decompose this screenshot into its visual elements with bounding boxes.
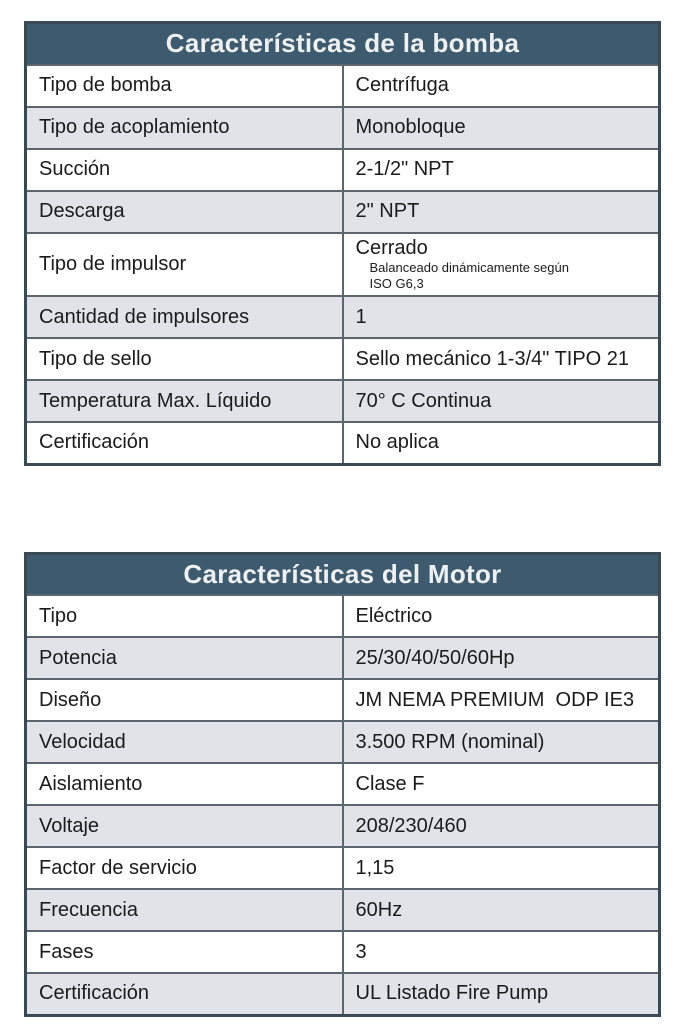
motor-table-title: Características del Motor: [26, 553, 660, 595]
row-label: Velocidad: [26, 721, 343, 763]
row-value: 1: [355, 305, 367, 328]
row-label: Descarga: [26, 191, 343, 233]
table-row: [26, 149, 660, 191]
table-row: [26, 107, 660, 149]
table-row: [26, 422, 660, 464]
table-row: [26, 805, 660, 847]
row-label: Tipo de impulsor: [26, 233, 343, 297]
row-label: Diseño: [26, 679, 343, 721]
row-value-cell: [343, 721, 660, 763]
table-row: [26, 595, 660, 637]
row-value: 2" NPT: [355, 200, 420, 222]
row-label: Potencia: [26, 637, 343, 679]
row-value-cell: [343, 847, 660, 889]
row-value: 3: [355, 940, 367, 963]
row-value-cell: [343, 380, 660, 422]
row-value-cell: [343, 931, 660, 973]
motor-characteristics-table: [24, 552, 661, 1017]
row-value-cell: [343, 296, 660, 338]
row-value: Clase F: [355, 772, 425, 795]
row-value-cell: [343, 107, 660, 149]
table-row: [26, 380, 660, 422]
row-value: UL Listado Fire Pump: [355, 982, 549, 1005]
table-row: [26, 679, 660, 721]
row-value: 70° C Continua: [355, 389, 492, 412]
table-body: [26, 595, 660, 1015]
row-label: Factor de servicio: [26, 847, 343, 889]
row-value-cell: [343, 973, 660, 1015]
row-value: JM NEMA PREMIUM ODP IE3: [355, 688, 635, 711]
row-value-cell: [343, 65, 660, 107]
row-value-cell: [343, 422, 660, 464]
row-label: Frecuencia: [26, 889, 343, 931]
row-value: Eléctrico: [355, 604, 433, 627]
row-label: Fases: [26, 931, 343, 973]
row-value: 208/230/460: [355, 814, 467, 837]
table-row: [26, 338, 660, 380]
row-value: 2-1/2" NPT: [355, 158, 454, 180]
table-row: [26, 931, 660, 973]
table-row: [26, 763, 660, 805]
table-row: [26, 191, 660, 233]
row-value: 3.500 RPM (nominal): [355, 730, 545, 753]
table-header: [26, 553, 660, 595]
pump-table-title: Características de la bomba: [26, 23, 660, 65]
row-label: Tipo de sello: [26, 338, 343, 380]
row-value: 25/30/40/50/60Hp: [355, 646, 515, 669]
table-row: [26, 65, 660, 107]
table-row: [26, 721, 660, 763]
row-value-note: Balanceado dinámicamente según ISO G6,3: [369, 259, 573, 291]
row-value: No aplica: [355, 431, 439, 454]
pump-characteristics-table: [24, 21, 661, 466]
row-value-cell: [343, 595, 660, 637]
row-value-cell: [343, 889, 660, 931]
table-row: [26, 889, 660, 931]
table-body: [26, 65, 660, 465]
table-row: [26, 847, 660, 889]
row-label: Tipo de bomba: [26, 65, 343, 107]
row-label: Certificación: [26, 973, 343, 1015]
table-row: [26, 296, 660, 338]
row-label: Aislamiento: [26, 763, 343, 805]
row-value: Sello mecánico 1-3/4" TIPO 21: [355, 347, 630, 370]
table-header-row: [26, 553, 660, 595]
row-label: Temperatura Max. Líquido: [26, 380, 343, 422]
row-value-cell: [343, 763, 660, 805]
table-row: [26, 233, 660, 297]
row-value-cell: [343, 233, 660, 297]
row-label: Voltaje: [26, 805, 343, 847]
table-header: [26, 23, 660, 65]
row-label: Cantidad de impulsores: [26, 296, 343, 338]
row-label: Certificación: [26, 422, 343, 464]
row-label: Succión: [26, 149, 343, 191]
row-value: Monobloque: [355, 116, 466, 138]
table-row: [26, 637, 660, 679]
table-header-row: [26, 23, 660, 65]
row-value: Cerrado: [355, 236, 428, 259]
table-row: [26, 973, 660, 1015]
row-value: Centrífuga: [355, 74, 449, 96]
row-value-cell: [343, 338, 660, 380]
row-label: Tipo de acoplamiento: [26, 107, 343, 149]
row-label: Tipo: [26, 595, 343, 637]
row-value-cell: [343, 637, 660, 679]
row-value: 1,15: [355, 856, 395, 879]
row-value-cell: [343, 679, 660, 721]
row-value-cell: [343, 149, 660, 191]
row-value: 60Hz: [355, 898, 403, 921]
row-value-cell: [343, 191, 660, 233]
row-value-cell: [343, 805, 660, 847]
